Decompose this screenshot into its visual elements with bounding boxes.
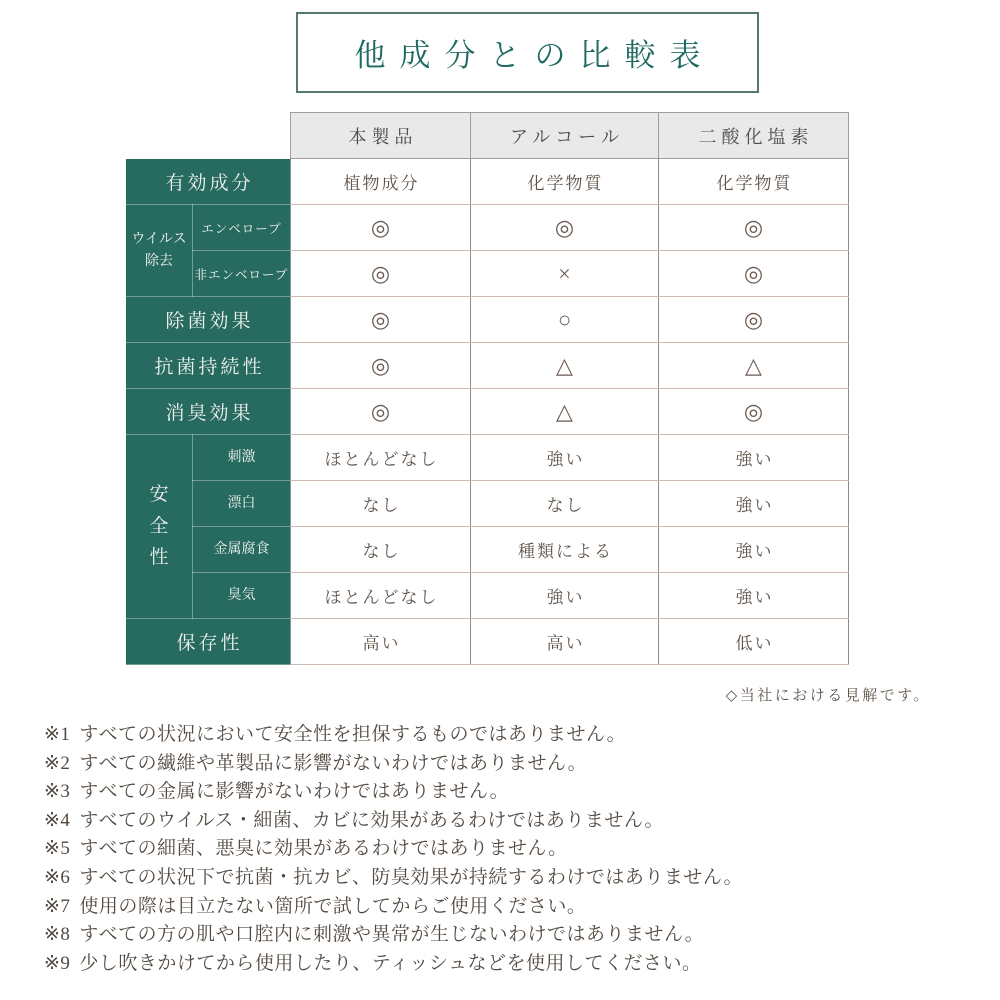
footnote-marker: ※7 xyxy=(44,895,71,917)
sub-row-header: エンベロープ xyxy=(193,205,291,251)
cell-value: 強い xyxy=(659,435,849,481)
footnote-text: すべての状況下で抗菌・抗カビ、防臭効果が持続するわけではありません。 xyxy=(79,866,743,888)
row-safety-odor xyxy=(126,573,849,619)
group-header-virus-removal: ウイルス除去 xyxy=(126,205,193,297)
footnote-text: すべての繊維や革製品に影響がないわけではありません。 xyxy=(79,752,588,774)
cell-value: ◎ xyxy=(471,205,659,251)
footnote-1 xyxy=(44,721,974,750)
corner-cell xyxy=(126,113,291,159)
footnote-text: すべてのウイルス・細菌、カビに効果があるわけではありません。 xyxy=(79,809,665,831)
cell-value: △ xyxy=(659,343,849,389)
cell-value: ○ xyxy=(471,297,659,343)
cell-value: △ xyxy=(471,343,659,389)
comparison-table xyxy=(125,112,849,665)
sub-row-header: 金属腐食 xyxy=(193,527,291,573)
row-safety-metal-corrosion xyxy=(126,527,849,573)
cell-value: なし xyxy=(291,527,471,573)
group-header-safety-label: 安全性 xyxy=(149,484,169,569)
cell-value: ◎ xyxy=(659,205,849,251)
cell-value: ◎ xyxy=(291,297,471,343)
cell-value: ◎ xyxy=(659,389,849,435)
cell-value: × xyxy=(471,251,659,297)
cell-value: 低い xyxy=(659,619,849,665)
footnote-8 xyxy=(44,921,974,950)
footnote-text: すべての金属に影響がないわけではありません。 xyxy=(79,781,510,803)
row-sterilization xyxy=(126,297,849,343)
footnote-7 xyxy=(44,893,974,922)
cell-value: 強い xyxy=(659,481,849,527)
cell-value: 高い xyxy=(471,619,659,665)
cell-value: 化学物質 xyxy=(659,159,849,205)
cell-value: ◎ xyxy=(659,297,849,343)
cell-value: 強い xyxy=(659,573,849,619)
footnote-marker: ※4 xyxy=(44,809,71,831)
cell-value: 強い xyxy=(471,435,659,481)
row-header: 有効成分 xyxy=(126,159,291,205)
title-box xyxy=(296,12,759,93)
cell-value: ほとんどなし xyxy=(291,573,471,619)
footnote-2 xyxy=(44,750,974,779)
cell-value: ◎ xyxy=(291,205,471,251)
row-safety-bleaching xyxy=(126,481,849,527)
row-header: 除菌効果 xyxy=(126,297,291,343)
row-header: 保存性 xyxy=(126,619,291,665)
footnotes xyxy=(44,721,974,978)
cell-value: △ xyxy=(471,389,659,435)
cell-value: 化学物質 xyxy=(471,159,659,205)
footnote-text: すべての方の肌や口腔内に刺激や異常が生じないわけではありません。 xyxy=(79,924,705,946)
row-safety-irritation xyxy=(126,435,849,481)
row-active-ingredient xyxy=(126,159,849,205)
footnote-marker: ※8 xyxy=(44,924,71,946)
row-virus-envelope xyxy=(126,205,849,251)
sub-row-header: 刺激 xyxy=(193,435,291,481)
footnote-5 xyxy=(44,835,974,864)
footnote-marker: ※3 xyxy=(44,781,71,803)
row-deodorizing xyxy=(126,389,849,435)
company-view-note: ◇当社における見解です。 xyxy=(725,688,931,704)
cell-value: ◎ xyxy=(291,343,471,389)
cell-value: ◎ xyxy=(659,251,849,297)
page-title: 他成分との比較表 xyxy=(354,38,715,73)
cell-value: なし xyxy=(471,481,659,527)
row-header: 消臭効果 xyxy=(126,389,291,435)
column-header-alcohol: アルコール xyxy=(471,113,659,159)
footnote-3 xyxy=(44,778,974,807)
cell-value: 高い xyxy=(291,619,471,665)
footnote-marker: ※1 xyxy=(44,724,71,745)
footnote-text: すべての状況において安全性を担保するものではありません。 xyxy=(79,724,627,745)
cell-value: ほとんどなし xyxy=(291,435,471,481)
cell-value: 強い xyxy=(659,527,849,573)
footnote-marker: ※9 xyxy=(44,952,71,974)
footnote-6 xyxy=(44,864,974,893)
footnote-text: 使用の際は目立たない箇所で試してからご使用ください。 xyxy=(79,895,587,917)
cell-value: ◎ xyxy=(291,251,471,297)
cell-value: なし xyxy=(291,481,471,527)
footnote-marker: ※5 xyxy=(44,838,71,860)
footnote-marker: ※6 xyxy=(44,866,71,888)
row-antibacterial-persistence xyxy=(126,343,849,389)
column-header-product: 本製品 xyxy=(291,113,471,159)
group-header-safety xyxy=(126,435,193,619)
footnote-4 xyxy=(44,807,974,836)
footnote-text: すべての細菌、悪臭に効果があるわけではありません。 xyxy=(79,838,568,860)
footnote-text: 少し吹きかけてから使用したり、ティッシュなどを使用してください。 xyxy=(79,952,702,974)
cell-value: 種類による xyxy=(471,527,659,573)
footnote-9 xyxy=(44,950,974,979)
row-virus-non-envelope xyxy=(126,251,849,297)
footnote-marker: ※2 xyxy=(44,752,71,774)
row-header: 抗菌持続性 xyxy=(126,343,291,389)
cell-value: ◎ xyxy=(291,389,471,435)
row-preservability xyxy=(126,619,849,665)
sub-row-header: 漂白 xyxy=(193,481,291,527)
cell-value: 強い xyxy=(471,573,659,619)
column-header-chlorine-dioxide: 二酸化塩素 xyxy=(659,113,849,159)
cell-value: 植物成分 xyxy=(291,159,471,205)
sub-row-header: 臭気 xyxy=(193,573,291,619)
sub-row-header: 非エンベロープ xyxy=(193,251,291,297)
table-header-row xyxy=(126,113,849,159)
